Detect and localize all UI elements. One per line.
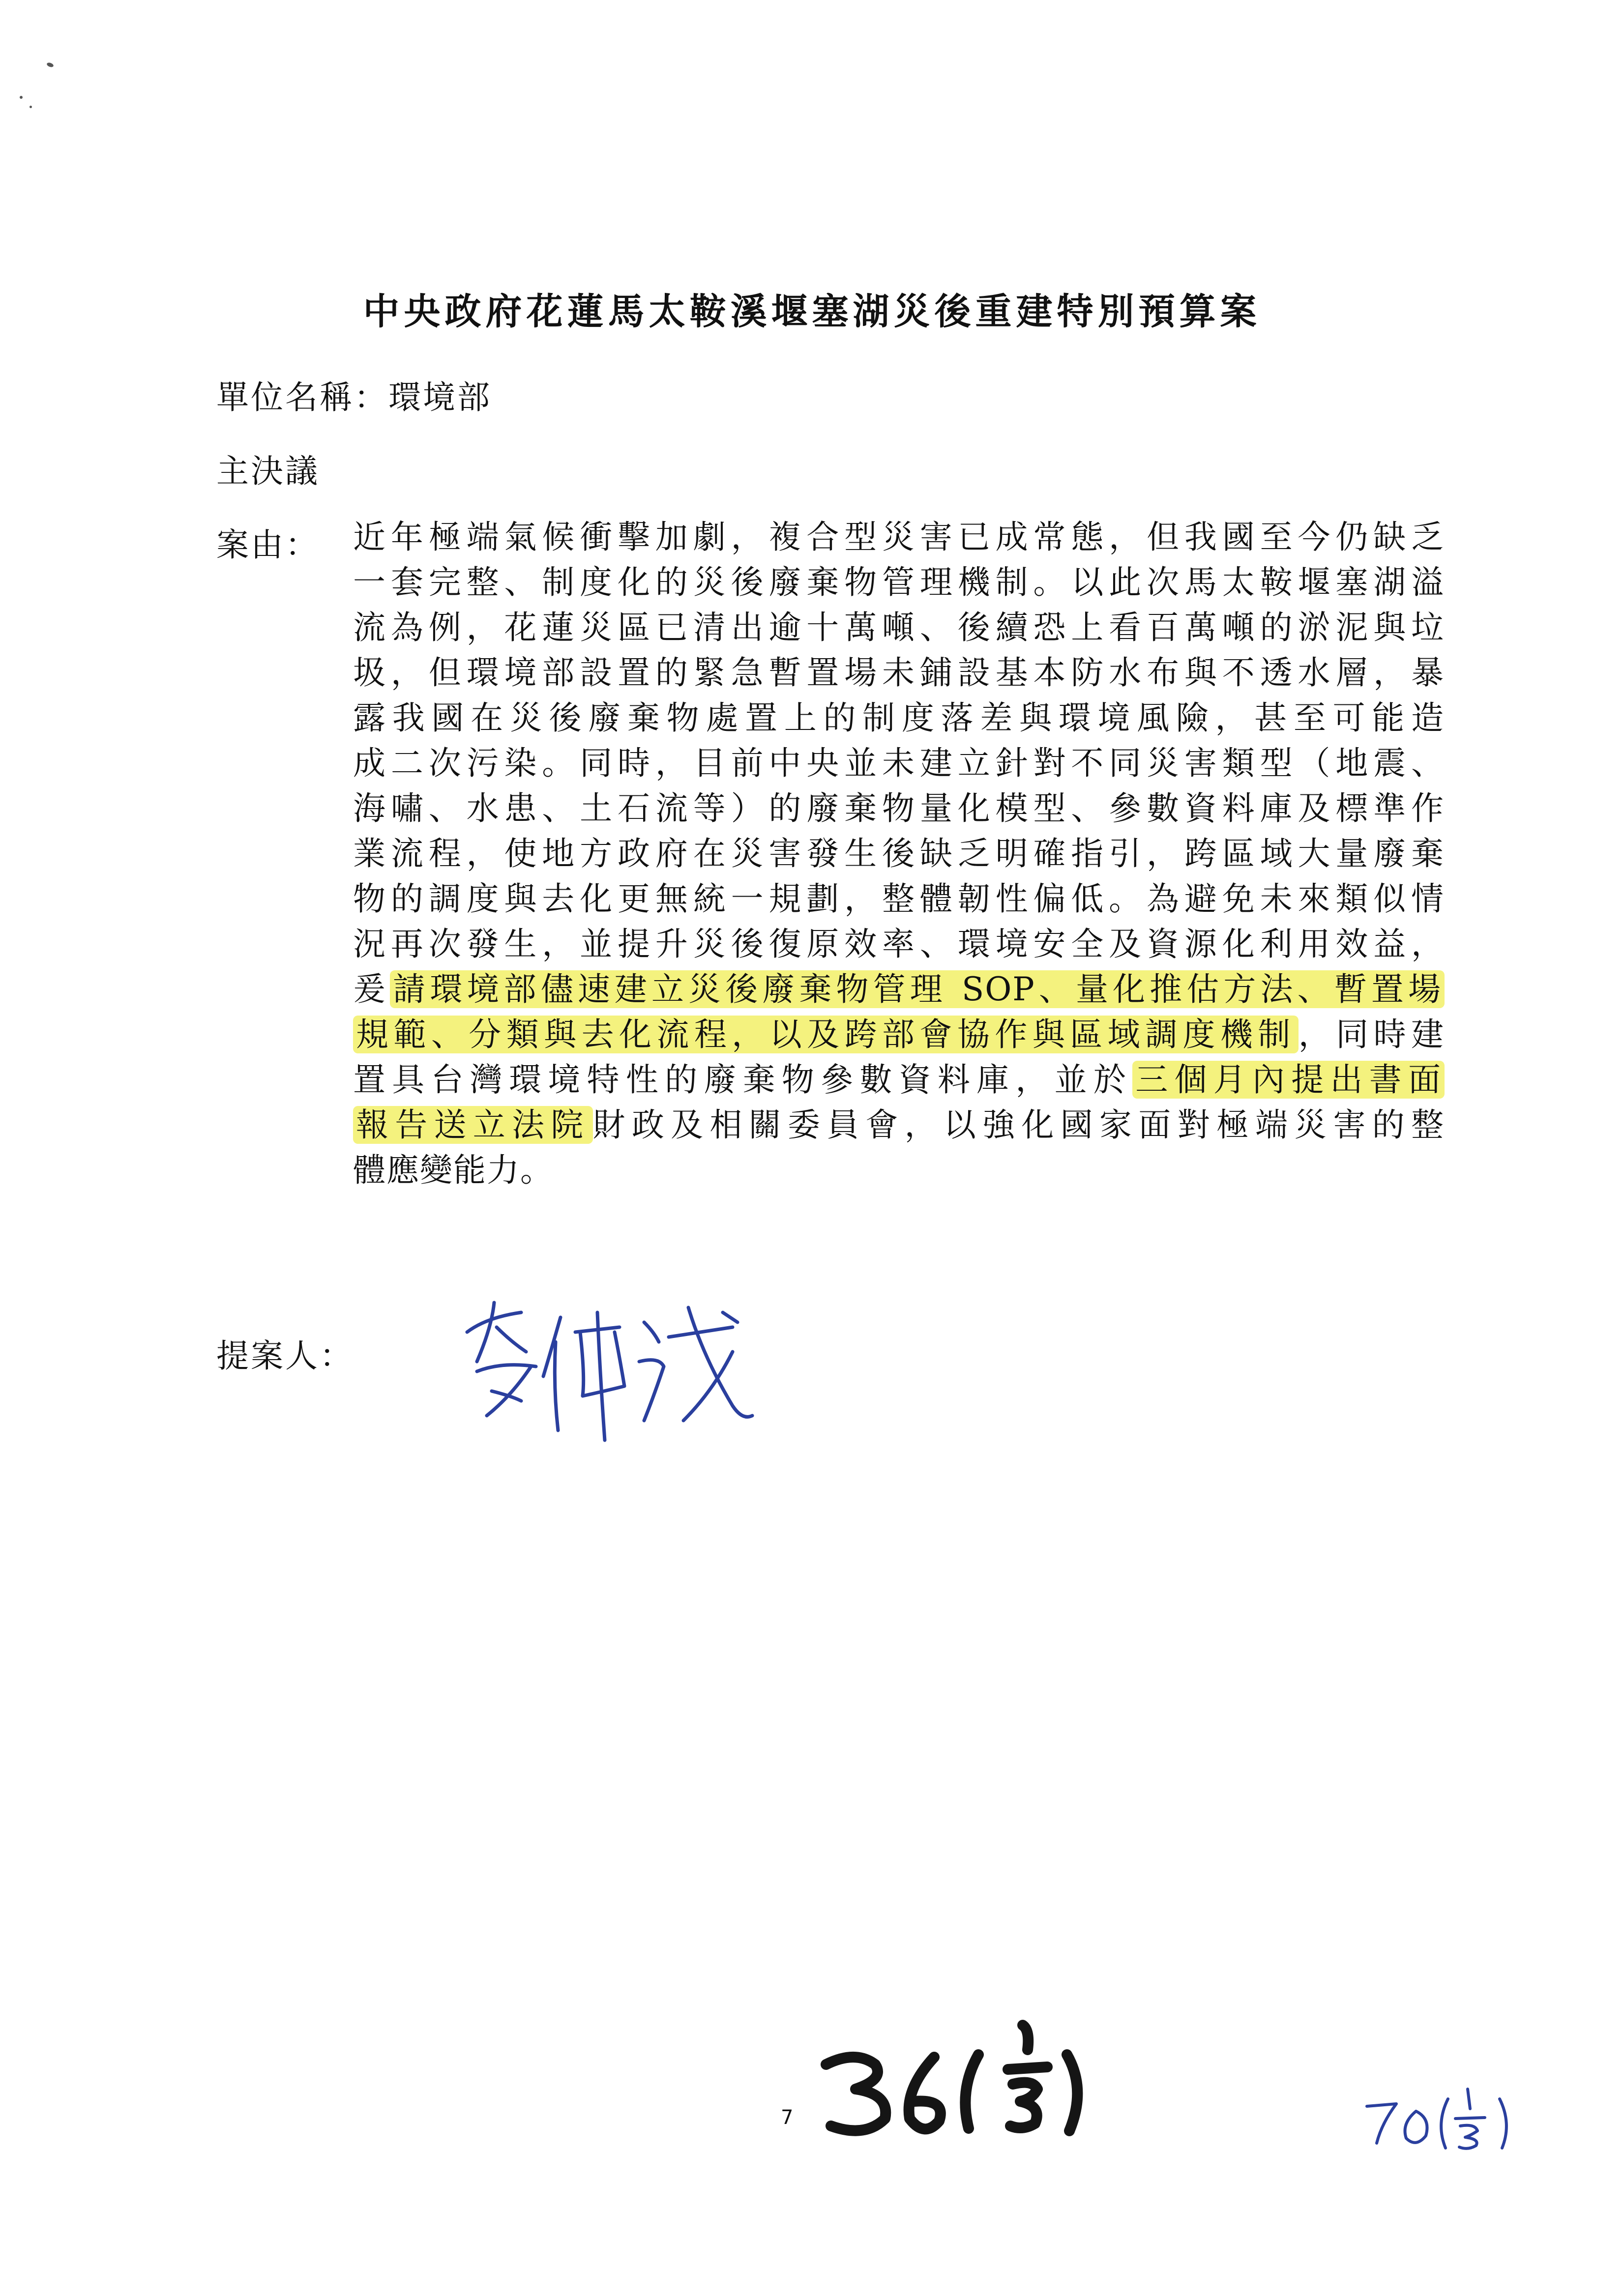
highlighted-text: 規範、分類與去化流程，以及跨部會協作與區域調度機制	[353, 1016, 1299, 1053]
reason-text: 爰	[353, 970, 390, 1008]
reason-line: 一套完整、制度化的災後廢棄物管理機制。以此次馬太鞍堰塞湖溢	[353, 563, 1445, 601]
scan-speck	[46, 62, 54, 68]
resolution-type: 主決議	[216, 452, 320, 490]
highlighted-text: 請環境部儘速建立災後廢棄物管理 SOP、量化推估方法、暫置場	[390, 970, 1445, 1008]
handwritten-note	[1362, 2084, 1529, 2153]
reason-text: 財政及相關委員會，以強化國家面對極端災害的整	[592, 1106, 1445, 1144]
reason-line	[353, 1103, 1445, 1148]
reason-line: 露我國在災後廢棄物處置上的制度落差與環境風險，甚至可能造	[353, 699, 1445, 737]
reason-line: 成二次污染。同時，目前中央並未建立針對不同災害類型（地震、	[353, 744, 1445, 782]
reason-line: 海嘯、水患、土石流等）的廢棄物量化模型、參數資料庫及標準作	[353, 789, 1445, 827]
highlighted-text: 三個月內提出書面	[1132, 1061, 1445, 1099]
reason-line: 業流程，使地方政府在災害發生後缺乏明確指引，跨區域大量廢棄	[353, 835, 1445, 872]
scan-speck	[30, 106, 32, 108]
reason-line: 近年極端氣候衝擊加劇，複合型災害已成常態，但我國至今仍缺乏	[353, 518, 1445, 556]
reason-line: 況再次發生，並提升災後復原效率、環境安全及資源化利用效益，	[353, 925, 1445, 963]
unit-name: 單位名稱：環境部	[216, 378, 492, 416]
reason-line: 體應變能力。	[353, 1151, 554, 1189]
reason-line: 物的調度與去化更無統一規劃，整體韌性偏低。為避免未來類似情	[353, 880, 1445, 918]
reason-label: 案由：	[216, 526, 320, 564]
page-number: 7	[781, 2106, 794, 2129]
reason-text: 置具台灣環境特性的廢棄物參數資料庫，並於	[353, 1061, 1133, 1099]
handwritten-count	[811, 2015, 1106, 2143]
proposer-signature	[457, 1298, 762, 1445]
reason-line	[353, 967, 1445, 1012]
reason-line: 流為例，花蓮災區已清出逾十萬噸、後續恐上看百萬噸的淤泥與垃	[353, 609, 1445, 646]
reason-line: 圾，但環境部設置的緊急暫置場未鋪設基本防水布與不透水層，暴	[353, 654, 1445, 692]
highlighted-text: 報告送立法院	[353, 1106, 593, 1144]
reason-line	[353, 1012, 1445, 1057]
reason-line	[353, 1057, 1445, 1103]
scan-speck	[20, 96, 23, 99]
proposer-label: 提案人：	[216, 1337, 354, 1375]
reason-text: ，同時建	[1298, 1016, 1445, 1053]
document-title: 中央政府花蓮馬太鞍溪堰塞湖災後重建特別預算案	[363, 291, 1261, 333]
